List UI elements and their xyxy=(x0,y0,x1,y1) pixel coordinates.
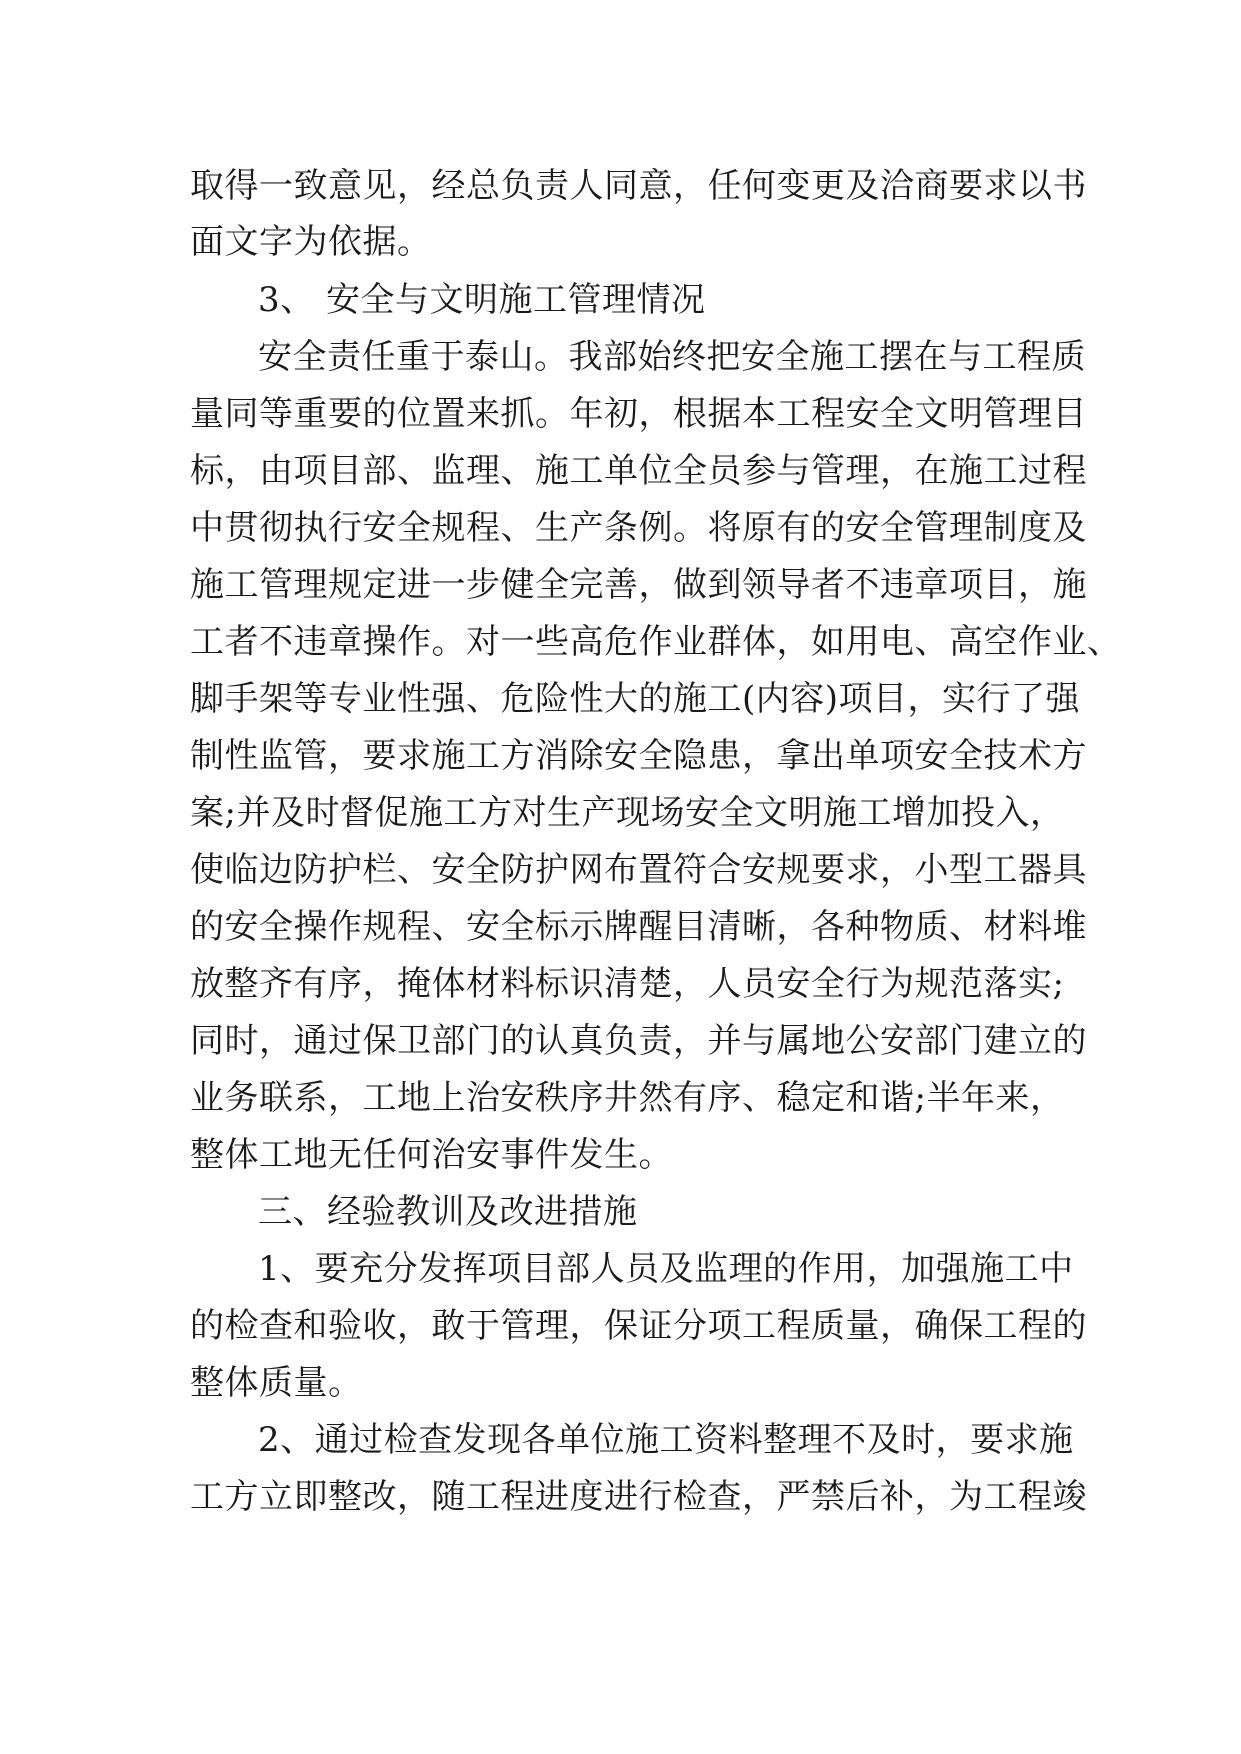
text-line: 的检查和验收，敢于管理，保证分项工程质量，确保工程的 xyxy=(190,1306,1087,1346)
text-line: 取得一致意见，经总负责人同意，任何变更及洽商要求以书 xyxy=(190,166,1087,206)
section-heading: 3、 安全与文明施工管理情况 xyxy=(258,280,706,320)
text-line: 制性监管，要求施工方消除安全隐患，拿出单项安全技术方 xyxy=(190,736,1087,776)
text-line: 工方立即整改，随工程进度进行检查，严禁后补，为工程竣 xyxy=(190,1477,1087,1517)
text-line: 施工管理规定进一步健全完善，做到领导者不违章项目，施 xyxy=(190,565,1087,605)
text-line: 整体质量。 xyxy=(190,1363,363,1403)
paragraph-start: 2、通过检查发现各单位施工资料整理不及时，要求施 xyxy=(258,1420,1074,1460)
text-line: 工者不违章操作。对一些高危作业群体，如用电、高空作业、 xyxy=(190,622,1122,662)
paragraph-start: 1、要充分发挥项目部人员及监理的作用，加强施工中 xyxy=(258,1249,1074,1289)
text-line: 脚手架等专业性强、危险性大的施工(内容)项目，实行了强 xyxy=(190,679,1081,719)
text-line: 放整齐有序，掩体材料标识清楚，人员安全行为规范落实; xyxy=(190,964,1065,1004)
text-line: 使临边防护栏、安全防护网布置符合安规要求，小型工器具 xyxy=(190,850,1087,890)
text-line: 案;并及时督促施工方对生产现场安全文明施工增加投入， xyxy=(190,793,1065,833)
text-line: 同时，通过保卫部门的认真负责，并与属地公安部门建立的 xyxy=(190,1021,1087,1061)
text-line: 中贯彻执行安全规程、生产条例。将原有的安全管理制度及 xyxy=(190,508,1087,548)
paragraph-start: 安全责任重于泰山。我部始终把安全施工摆在与工程质 xyxy=(258,337,1086,377)
text-line: 面文字为依据。 xyxy=(190,222,432,262)
text-line: 标，由项目部、监理、施工单位全员参与管理，在施工过程 xyxy=(190,451,1087,491)
text-line: 整体工地无任何治安事件发生。 xyxy=(190,1135,673,1175)
text-line: 业务联系，工地上治安秩序井然有序、稳定和谐;半年来， xyxy=(190,1078,1065,1118)
section-heading: 三、经验教训及改进措施 xyxy=(258,1192,638,1232)
text-line: 的安全操作规程、安全标示牌醒目清晰，各种物质、材料堆 xyxy=(190,907,1087,947)
text-line: 量同等重要的位置来抓。年初，根据本工程安全文明管理目 xyxy=(190,394,1087,434)
